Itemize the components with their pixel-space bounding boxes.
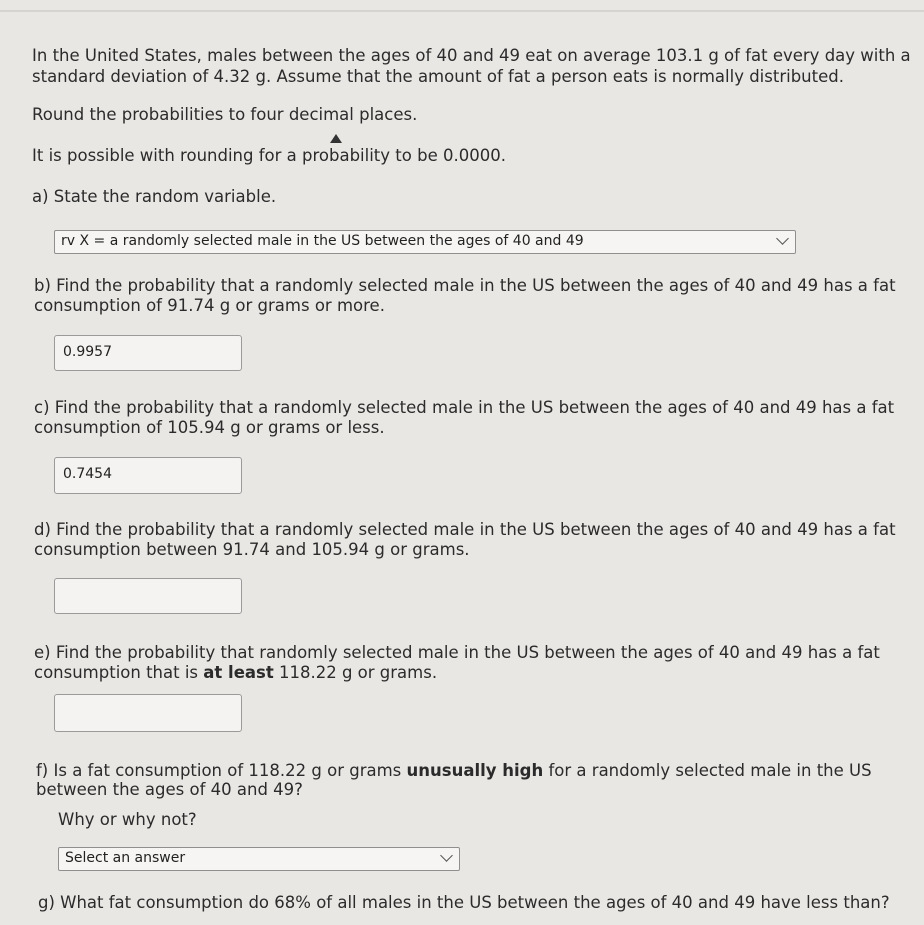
question-e-line-2 <box>34 663 437 683</box>
question-f-why-prompt: Why or why not? <box>58 810 197 829</box>
intro-line-2: standard deviation of 4.32 g. Assume that the amount of fat a person eats is normally distributed. <box>32 67 844 86</box>
question-f-line-2: between the ages of 40 and 49? <box>36 780 303 799</box>
question-d-line-2: consumption between 91.74 and 105.94 g or grams. <box>34 540 470 559</box>
answer-b-input[interactable] <box>54 335 242 371</box>
answer-d-input[interactable] <box>54 578 242 614</box>
question-e-line-2-post: 118.22 g or grams. <box>273 663 438 682</box>
answer-e-input[interactable] <box>54 694 242 732</box>
question-d-line-1: d) Find the probability that a randomly selected male in the US between the ages of 40 and 49 has a fat <box>34 520 896 539</box>
question-b-line-2: consumption of 91.74 g or grams or more. <box>34 296 385 315</box>
intro-line-1: In the United States, males between the ages of 40 and 49 eat on average 103.1 g of fat every day with a <box>32 46 911 65</box>
answer-c-value: 0.7454 <box>63 466 112 482</box>
chevron-down-icon <box>440 849 453 862</box>
unusual-answer-selected-value: Select an answer <box>65 850 186 866</box>
rounding-instruction: Round the probabilities to four decimal places. <box>32 105 418 124</box>
answer-b-value: 0.9957 <box>63 344 112 360</box>
question-f-line-1-pre: f) Is a fat consumption of 118.22 g or grams <box>36 761 407 780</box>
question-f-emphasis: unusually high <box>406 761 544 780</box>
question-c-line-1: c) Find the probability that a randomly selected male in the US between the ages of 40 and 49 has a fat <box>34 398 895 417</box>
question-a-prompt: a) State the random variable. <box>32 187 277 206</box>
question-e-line-1: e) Find the probability that randomly selected male in the US between the ages of 40 and 49 has a fat <box>34 643 880 662</box>
question-e-emphasis: at least <box>203 663 274 682</box>
unusual-answer-select[interactable] <box>58 847 460 871</box>
rounding-note: It is possible with rounding for a probability to be 0.0000. <box>32 146 506 165</box>
answer-c-input[interactable] <box>54 457 242 494</box>
random-variable-select[interactable] <box>54 230 796 254</box>
question-f-line-1 <box>36 761 872 781</box>
top-divider <box>0 10 924 12</box>
chevron-down-icon <box>776 232 789 245</box>
question-f-line-1-post: for a randomly selected male in the US <box>543 761 872 780</box>
question-b-line-1: b) Find the probability that a randomly selected male in the US between the ages of 40 and 49 has a fat <box>34 276 896 295</box>
question-c-line-2: consumption of 105.94 g or grams or less. <box>34 418 385 437</box>
question-g-prompt: g) What fat consumption do 68% of all males in the US between the ages of 40 and 49 have less than? <box>38 893 890 912</box>
random-variable-selected-value: rv X = a randomly selected male in the US between the ages of 40 and 49 <box>61 233 584 249</box>
question-e-line-2-pre: consumption that is <box>34 663 204 682</box>
mouse-cursor-icon <box>330 134 342 143</box>
